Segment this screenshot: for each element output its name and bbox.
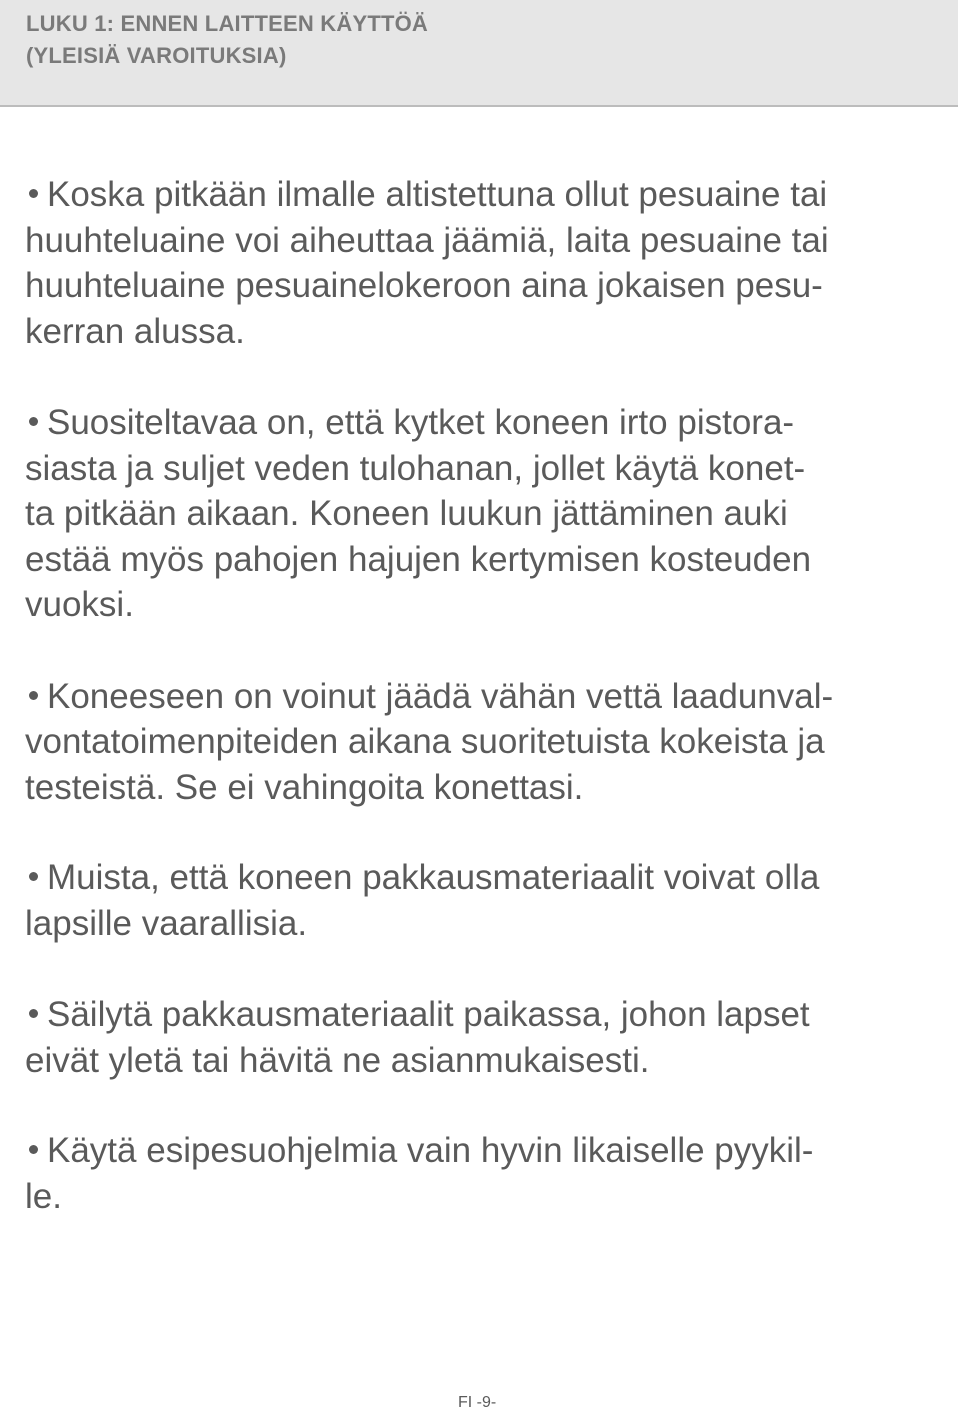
list-item (25, 674, 935, 811)
bullet-icon (29, 189, 38, 198)
bullet-icon (29, 872, 38, 881)
item-text: vuoksi. (25, 585, 134, 624)
item-text: lapsille vaarallisia. (25, 903, 308, 943)
bullet-icon (29, 1009, 38, 1018)
list-item (25, 1128, 935, 1219)
item-text: Käytä esipesuohjelmia vain hyvin likaiselle pyykil- (47, 1131, 814, 1170)
list-item (25, 172, 935, 354)
page-number: FI -9- (458, 1394, 497, 1411)
bullet-icon (29, 417, 38, 426)
item-text: estää myös pahojen hajujen kertymisen kosteuden (25, 539, 812, 579)
list-item (25, 855, 935, 946)
item-text: Suositeltavaa on, että kytket koneen irto pistora- (47, 403, 795, 442)
item-text: Säilytä pakkausmateriaalit paikassa, johon lapset (47, 995, 810, 1034)
item-text: huuhteluaine voi aiheuttaa jäämiä, laita pesuaine tai (25, 220, 829, 260)
item-text: Koska pitkään ilmalle altistettuna ollut pesuaine tai (47, 175, 828, 214)
chapter-title: LUKU 1: ENNEN LAITTEEN KÄYTTÖÄ (26, 11, 428, 36)
item-text: kerran alussa. (25, 311, 245, 351)
item-text: ta pitkään aikaan. Koneen luukun jättäminen auki (25, 494, 788, 533)
item-text: Koneeseen on voinut jäädä vähän vettä laadunval- (47, 676, 834, 716)
warning-list (25, 172, 935, 1219)
chapter-subtitle: (YLEISIÄ VAROITUKSIA) (26, 43, 287, 68)
item-text: vontatoimenpiteiden aikana suoritetuista kokeista ja (25, 722, 825, 761)
chapter-header (0, 0, 958, 107)
item-text: le. (25, 1176, 62, 1216)
bullet-icon (29, 1145, 38, 1154)
item-text: Muista, että koneen pakkausmateriaalit voivat olla (47, 858, 820, 897)
item-text: eivät yletä tai hävitä ne asianmukaisesti. (25, 1040, 650, 1080)
item-text: huuhteluaine pesuainelokeroon aina jokaisen pesu- (25, 266, 823, 305)
list-item (25, 992, 935, 1083)
item-text: testeistä. Se ei vahingoita konettasi. (25, 767, 584, 807)
item-text: siasta ja suljet veden tulohanan, jollet käytä konet- (25, 448, 806, 488)
list-item (25, 400, 935, 628)
bullet-icon (29, 691, 38, 700)
